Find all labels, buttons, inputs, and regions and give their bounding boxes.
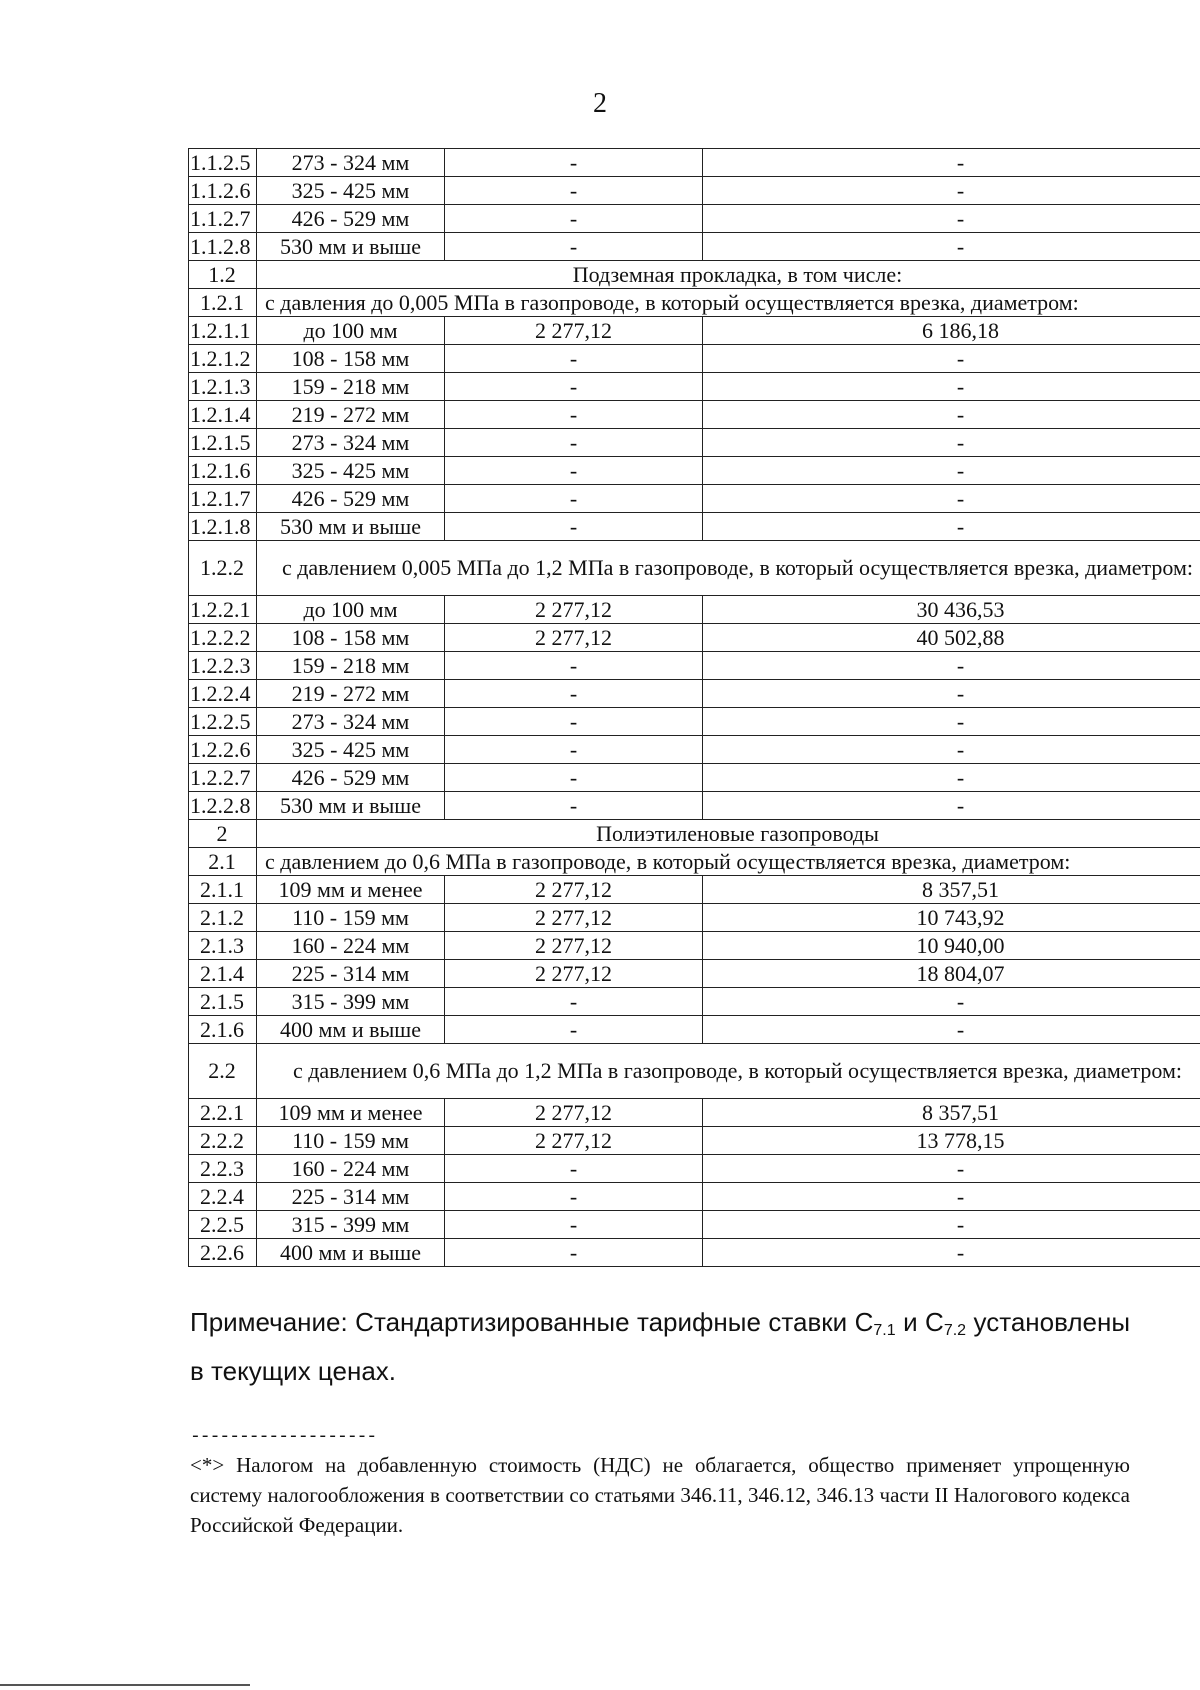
table-row bbox=[189, 708, 1200, 736]
row-rate-c71: - bbox=[445, 680, 703, 708]
row-diameter: 108 - 158 мм bbox=[257, 345, 445, 373]
note-text-after: установлены в текущих ценах. bbox=[190, 1307, 1131, 1386]
row-rate-c71: - bbox=[445, 485, 703, 513]
row-diameter: 160 - 224 мм bbox=[257, 1155, 445, 1183]
row-rate-c72: 6 186,18 bbox=[703, 317, 1200, 345]
note-paragraph bbox=[190, 1302, 1130, 1391]
table-row bbox=[189, 652, 1200, 680]
row-rate-c71: - bbox=[445, 988, 703, 1016]
row-rate-c72: 8 357,51 bbox=[703, 876, 1200, 904]
row-code: 1.2.2.5 bbox=[189, 708, 257, 736]
row-rate-c72: 8 357,51 bbox=[703, 1099, 1200, 1127]
row-code: 2.2.6 bbox=[189, 1239, 257, 1267]
row-code: 1.2.2.1 bbox=[189, 596, 257, 624]
subsection-code: 2.1 bbox=[189, 848, 257, 876]
row-diameter: 530 мм и выше bbox=[257, 513, 445, 541]
note-text-before: Стандартизированные тарифные ставки С bbox=[355, 1307, 874, 1337]
table-row bbox=[189, 1211, 1200, 1239]
table-row bbox=[189, 205, 1200, 233]
table-row bbox=[189, 1016, 1200, 1044]
row-rate-c71: - bbox=[445, 736, 703, 764]
row-code: 2.1.5 bbox=[189, 988, 257, 1016]
table-row bbox=[189, 736, 1200, 764]
row-code: 2.1.1 bbox=[189, 876, 257, 904]
row-rate-c72: 18 804,07 bbox=[703, 960, 1200, 988]
table-row bbox=[189, 373, 1200, 401]
row-rate-c71: 2 277,12 bbox=[445, 960, 703, 988]
row-rate-c71: - bbox=[445, 401, 703, 429]
row-diameter: до 100 мм bbox=[257, 596, 445, 624]
table-section-row bbox=[189, 541, 1200, 596]
row-rate-c72: - bbox=[703, 149, 1200, 177]
row-diameter: 273 - 324 мм bbox=[257, 429, 445, 457]
row-rate-c71: 2 277,12 bbox=[445, 876, 703, 904]
row-code: 1.2.2.3 bbox=[189, 652, 257, 680]
table-row bbox=[189, 485, 1200, 513]
table-row bbox=[189, 680, 1200, 708]
table-section-row bbox=[189, 820, 1200, 848]
table-row bbox=[189, 317, 1200, 345]
row-code: 2.1.3 bbox=[189, 932, 257, 960]
row-rate-c72: - bbox=[703, 401, 1200, 429]
table-row bbox=[189, 904, 1200, 932]
table-row bbox=[189, 233, 1200, 261]
subsection-code: 1.2.2 bbox=[189, 541, 257, 596]
table-row bbox=[189, 876, 1200, 904]
footnote-text: <*> Налогом на добавленную стоимость (НДС) не облагается, общество применяет упрощенную систему налогообложения в соответствии со статьями 346.11, 346.12, 346.13 части II Налогового кодекса Российской Федерации. bbox=[190, 1453, 1130, 1537]
row-diameter: 159 - 218 мм bbox=[257, 373, 445, 401]
subsection-title: с давлением до 0,6 МПа в газопроводе, в который осуществляется врезка, диаметром: bbox=[257, 848, 1200, 876]
row-code: 1.1.2.8 bbox=[189, 233, 257, 261]
table-section-row bbox=[189, 1044, 1200, 1099]
row-rate-c71: 2 277,12 bbox=[445, 317, 703, 345]
row-code: 1.1.2.7 bbox=[189, 205, 257, 233]
row-rate-c72: 40 502,88 bbox=[703, 624, 1200, 652]
row-rate-c72: - bbox=[703, 1183, 1200, 1211]
row-diameter: 325 - 425 мм bbox=[257, 177, 445, 205]
row-rate-c71: 2 277,12 bbox=[445, 596, 703, 624]
row-diameter: 110 - 159 мм bbox=[257, 904, 445, 932]
row-diameter: 400 мм и выше bbox=[257, 1016, 445, 1044]
row-rate-c72: 30 436,53 bbox=[703, 596, 1200, 624]
row-rate-c72: - bbox=[703, 1211, 1200, 1239]
row-diameter: 325 - 425 мм bbox=[257, 457, 445, 485]
table-row bbox=[189, 764, 1200, 792]
row-rate-c71: - bbox=[445, 149, 703, 177]
table-row bbox=[189, 960, 1200, 988]
row-diameter: 426 - 529 мм bbox=[257, 205, 445, 233]
row-rate-c72: - bbox=[703, 680, 1200, 708]
row-diameter: 219 - 272 мм bbox=[257, 401, 445, 429]
row-code: 1.2.1.8 bbox=[189, 513, 257, 541]
row-rate-c71: - bbox=[445, 1183, 703, 1211]
note-label: Примечание: bbox=[190, 1307, 348, 1337]
row-rate-c72: - bbox=[703, 1016, 1200, 1044]
table-row bbox=[189, 429, 1200, 457]
row-rate-c71: 2 277,12 bbox=[445, 904, 703, 932]
row-rate-c71: - bbox=[445, 1016, 703, 1044]
row-rate-c72: 10 743,92 bbox=[703, 904, 1200, 932]
row-diameter: до 100 мм bbox=[257, 317, 445, 345]
subsection-title: с давлением 0,005 МПа до 1,2 МПа в газопроводе, в который осуществляется врезка, диаметром: bbox=[257, 541, 1200, 596]
row-rate-c71: - bbox=[445, 1155, 703, 1183]
row-rate-c72: - bbox=[703, 1155, 1200, 1183]
row-code: 2.2.4 bbox=[189, 1183, 257, 1211]
row-diameter: 109 мм и менее bbox=[257, 876, 445, 904]
row-code: 1.2.2.8 bbox=[189, 792, 257, 820]
row-rate-c71: - bbox=[445, 764, 703, 792]
row-code: 2.2.2 bbox=[189, 1127, 257, 1155]
row-rate-c71: 2 277,12 bbox=[445, 624, 703, 652]
row-rate-c71: - bbox=[445, 345, 703, 373]
row-rate-c71: - bbox=[445, 177, 703, 205]
row-diameter: 426 - 529 мм bbox=[257, 764, 445, 792]
row-rate-c72: - bbox=[703, 764, 1200, 792]
tariff-table bbox=[188, 148, 1200, 1267]
row-code: 1.2.1.6 bbox=[189, 457, 257, 485]
row-code: 2.2.5 bbox=[189, 1211, 257, 1239]
note-sub-7-1: 7.1 bbox=[873, 1322, 896, 1339]
row-diameter: 273 - 324 мм bbox=[257, 149, 445, 177]
row-rate-c71: 2 277,12 bbox=[445, 1127, 703, 1155]
row-rate-c72: - bbox=[703, 373, 1200, 401]
table-row bbox=[189, 345, 1200, 373]
section-title: Подземная прокладка, в том числе: bbox=[257, 261, 1200, 289]
row-rate-c71: - bbox=[445, 1239, 703, 1267]
row-code: 1.1.2.6 bbox=[189, 177, 257, 205]
subsection-code: 2.2 bbox=[189, 1044, 257, 1099]
subsection-title: с давлением 0,6 МПа до 1,2 МПа в газопроводе, в который осуществляется врезка, диаметром: bbox=[257, 1044, 1200, 1099]
note-mid: и С bbox=[895, 1307, 944, 1337]
table-row bbox=[189, 1183, 1200, 1211]
section-title: Полиэтиленовые газопроводы bbox=[257, 820, 1200, 848]
row-code: 1.2.2.6 bbox=[189, 736, 257, 764]
row-diameter: 219 - 272 мм bbox=[257, 680, 445, 708]
table-row bbox=[189, 624, 1200, 652]
table-section-row bbox=[189, 848, 1200, 876]
row-rate-c71: - bbox=[445, 792, 703, 820]
scan-edge-line bbox=[0, 1684, 250, 1686]
row-rate-c72: - bbox=[703, 429, 1200, 457]
row-diameter: 109 мм и менее bbox=[257, 1099, 445, 1127]
row-rate-c71: - bbox=[445, 233, 703, 261]
row-diameter: 225 - 314 мм bbox=[257, 1183, 445, 1211]
table-row bbox=[189, 457, 1200, 485]
row-rate-c72: - bbox=[703, 205, 1200, 233]
table-row bbox=[189, 1099, 1200, 1127]
row-diameter: 159 - 218 мм bbox=[257, 652, 445, 680]
row-rate-c71: - bbox=[445, 1211, 703, 1239]
table-section-row bbox=[189, 289, 1200, 317]
row-diameter: 400 мм и выше bbox=[257, 1239, 445, 1267]
table-section-row bbox=[189, 261, 1200, 289]
row-diameter: 225 - 314 мм bbox=[257, 960, 445, 988]
tariff-table-body bbox=[189, 149, 1200, 1267]
row-diameter: 530 мм и выше bbox=[257, 792, 445, 820]
row-rate-c71: 2 277,12 bbox=[445, 1099, 703, 1127]
subsection-code: 1.2.1 bbox=[189, 289, 257, 317]
row-rate-c71: - bbox=[445, 513, 703, 541]
row-rate-c71: - bbox=[445, 708, 703, 736]
row-code: 1.2.1.4 bbox=[189, 401, 257, 429]
table-row bbox=[189, 513, 1200, 541]
row-rate-c71: - bbox=[445, 373, 703, 401]
page-number: 2 bbox=[593, 88, 607, 119]
row-code: 1.2.2.2 bbox=[189, 624, 257, 652]
table-row bbox=[189, 1239, 1200, 1267]
row-rate-c72: - bbox=[703, 345, 1200, 373]
row-diameter: 108 - 158 мм bbox=[257, 624, 445, 652]
row-rate-c71: - bbox=[445, 652, 703, 680]
row-rate-c72: - bbox=[703, 736, 1200, 764]
table-row bbox=[189, 932, 1200, 960]
row-diameter: 110 - 159 мм bbox=[257, 1127, 445, 1155]
table-row bbox=[189, 177, 1200, 205]
row-code: 2.2.3 bbox=[189, 1155, 257, 1183]
row-rate-c72: - bbox=[703, 177, 1200, 205]
row-diameter: 530 мм и выше bbox=[257, 233, 445, 261]
row-rate-c72: 13 778,15 bbox=[703, 1127, 1200, 1155]
row-rate-c71: - bbox=[445, 457, 703, 485]
row-code: 1.2.1.1 bbox=[189, 317, 257, 345]
row-code: 1.2.2.7 bbox=[189, 764, 257, 792]
row-code: 1.2.1.2 bbox=[189, 345, 257, 373]
subsection-title: с давления до 0,005 МПа в газопроводе, в который осуществляется врезка, диаметром: bbox=[257, 289, 1200, 317]
note-sub-7-2: 7.2 bbox=[943, 1322, 967, 1339]
table-row bbox=[189, 792, 1200, 820]
row-rate-c71: - bbox=[445, 205, 703, 233]
row-rate-c72: - bbox=[703, 988, 1200, 1016]
row-rate-c72: - bbox=[703, 513, 1200, 541]
row-diameter: 426 - 529 мм bbox=[257, 485, 445, 513]
row-diameter: 160 - 224 мм bbox=[257, 932, 445, 960]
row-diameter: 315 - 399 мм bbox=[257, 1211, 445, 1239]
row-rate-c72: - bbox=[703, 652, 1200, 680]
table-row bbox=[189, 1127, 1200, 1155]
row-rate-c72: - bbox=[703, 485, 1200, 513]
row-rate-c71: 2 277,12 bbox=[445, 932, 703, 960]
section-code: 2 bbox=[189, 820, 257, 848]
row-code: 2.1.6 bbox=[189, 1016, 257, 1044]
row-rate-c71: - bbox=[445, 429, 703, 457]
row-rate-c72: - bbox=[703, 457, 1200, 485]
table-row bbox=[189, 149, 1200, 177]
row-diameter: 273 - 324 мм bbox=[257, 708, 445, 736]
row-diameter: 315 - 399 мм bbox=[257, 988, 445, 1016]
row-code: 1.1.2.5 bbox=[189, 149, 257, 177]
table-row bbox=[189, 596, 1200, 624]
row-code: 1.2.1.3 bbox=[189, 373, 257, 401]
row-rate-c72: 10 940,00 bbox=[703, 932, 1200, 960]
footnote-separator: ------------------- bbox=[190, 1427, 377, 1447]
row-code: 2.1.2 bbox=[189, 904, 257, 932]
table-row bbox=[189, 988, 1200, 1016]
row-diameter: 325 - 425 мм bbox=[257, 736, 445, 764]
row-rate-c72: - bbox=[703, 708, 1200, 736]
row-code: 1.2.1.7 bbox=[189, 485, 257, 513]
section-code: 1.2 bbox=[189, 261, 257, 289]
row-code: 2.1.4 bbox=[189, 960, 257, 988]
row-code: 2.2.1 bbox=[189, 1099, 257, 1127]
row-code: 1.2.2.4 bbox=[189, 680, 257, 708]
row-rate-c72: - bbox=[703, 233, 1200, 261]
row-rate-c72: - bbox=[703, 792, 1200, 820]
table-row bbox=[189, 1155, 1200, 1183]
row-rate-c72: - bbox=[703, 1239, 1200, 1267]
row-code: 1.2.1.5 bbox=[189, 429, 257, 457]
table-row bbox=[189, 401, 1200, 429]
